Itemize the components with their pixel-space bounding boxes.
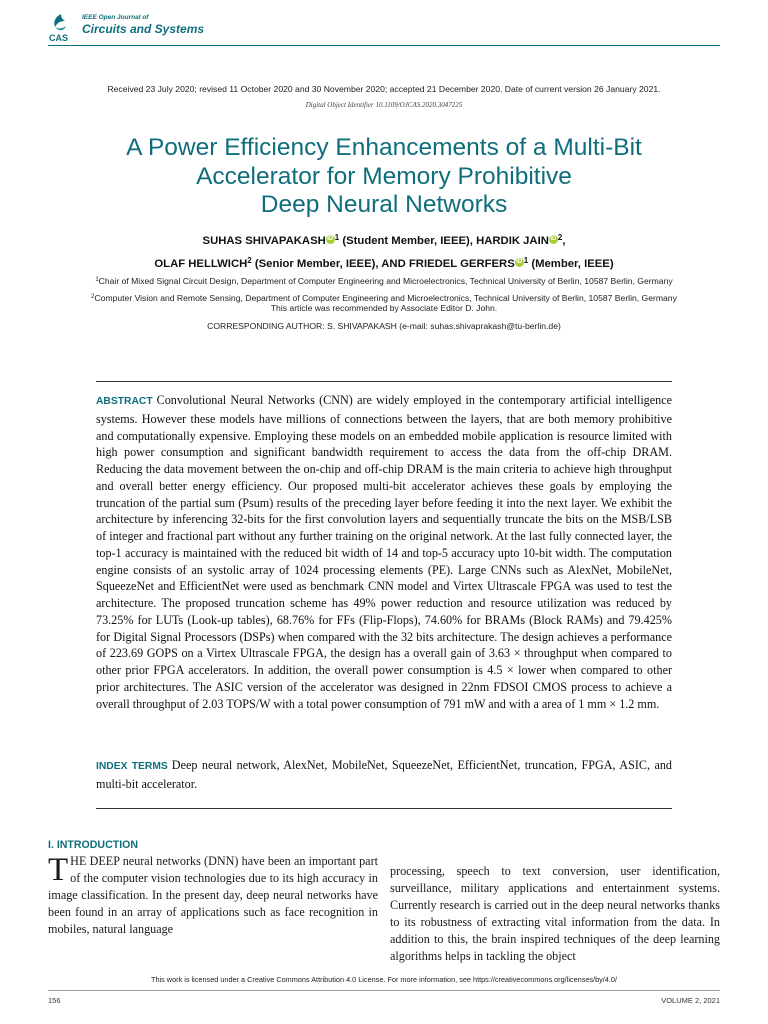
index-terms-label: INDEX TERMS bbox=[96, 761, 168, 772]
orcid-icon[interactable]: iD bbox=[516, 259, 523, 265]
affiliation-mark: 2 bbox=[91, 294, 95, 300]
orcid-icon[interactable]: iD bbox=[550, 236, 557, 242]
logo-text: CAS bbox=[49, 33, 69, 43]
title-line: Accelerator for Memory Prohibitive bbox=[196, 162, 572, 190]
intro-text-right: processing, speech to text conversion, user identification, surveillance, military applications and entertainment systems. Currently research is carried out in the deep neural networks thanks to its robustness of extracting vital information from the data. In addition to this, the brain inspired techniques of the deep learning algorithms helps in tackling the object bbox=[390, 864, 720, 963]
abstract-text: Convolutional Neural Networks (CNN) are widely employed in the contemporary artificial intelligence systems. However these models have millions of connections between the layers, that are both memory prohibitive and computationally expensive. Employing these models on an embedded mobile application is resource limited with high power consumption and significant bandwidth requirement to access the data from the off-chip DRAM. Reducing the data movement between the on-chip and off-chip DRAM is the main criteria to achieve high throughput and overall better energy efficiency. Our proposed multi-bit accelerator achieves these goals by employing the truncation of the partial sum (Psum) results of the preceding layer before feeding it into the next layer. We exhibit the architecture by inferencing 32-bits for the first convolution layers and sequentially truncate the bits on the MSB/LSB of integer and fractional part without any further training on the original network. At the last fully connected layer, the top-1 accuracy is maintained with the reduced bit width of 14 and top-5 accuracy upto 10-bit width. The computation engine consists of an systolic array of 1024 processing elements (PE). Large CNNs such as AlexNet, MobileNet, SqueezeNet and EfficientNet were used as benchmark CNN model and Virtex Ultrascale FPGA was used to test the architecture. The proposed truncation scheme has 49% power reduction and resource utilization was reduced by 73.25% for LUTs (Look-up tables), 68.76% for FFs (Flip-Flops), 74.60% for BRAMs (Block RAMs) and 79.425% for Digital Signal Processors (DSPs) when compared with the 32 bits architecture. The design achieves a performance of 223.69 GOPS on a Virtex Ultrascale FPGA, the design has a overall gain of 3.63 × throughput when compared to other prior FPGA accelerators. In addition, the overall power consumption is 4.5 × lower when compared to other prior architectures. The ASIC version of the accelerator was designed in 22nm FDSOI CMOS process to achieve a overall throughput of 2.03 TOPS/W with a total power consumption of 791 mW and with a area of 1 mm × 1.2 mm. bbox=[96, 393, 672, 711]
author-role: (Senior Member, IEEE), bbox=[254, 258, 379, 270]
corresponding-author[interactable]: CORRESPONDING AUTHOR: S. SHIVAPAKASH (e-mail: suhas.shivaprakash@tu-berlin.de) bbox=[207, 321, 561, 331]
affiliation-mark: 1 bbox=[95, 277, 99, 283]
received-dates: Received 23 July 2020; revised 11 October 2020 and 30 November 2020; accepted 21 December 2020. Date of current version 26 January 2021. bbox=[107, 84, 661, 94]
abstract-divider-top bbox=[96, 381, 672, 382]
author-separator: , bbox=[562, 235, 566, 247]
affiliation-text: Computer Vision and Remote Sensing, Department of Computer Engineering and Microelectronics, Technical University of Berlin, 10587 Berlin, Germany bbox=[94, 293, 677, 303]
author-role: (Student Member, IEEE), bbox=[342, 235, 473, 247]
journal-name: Circuits and Systems bbox=[82, 22, 205, 36]
author-affiliation-mark: 1 bbox=[523, 256, 529, 265]
section-heading: I. INTRODUCTION bbox=[48, 839, 139, 851]
title-line: Deep Neural Networks bbox=[260, 191, 508, 218]
author-name: SUHAS SHIVAPAKASH bbox=[202, 235, 326, 247]
abstract bbox=[96, 392, 672, 712]
author-line-1 bbox=[60, 228, 708, 251]
author-affiliation-mark: 2 bbox=[247, 256, 252, 265]
cas-logo bbox=[48, 13, 74, 43]
paper-title bbox=[40, 134, 728, 220]
volume-label: VOLUME 2, 2021 bbox=[661, 996, 720, 1005]
title-line: A Power Efficiency Enhancements of a Multi-Bit bbox=[126, 134, 642, 161]
author-name: HARDIK JAIN bbox=[476, 235, 549, 247]
index-terms bbox=[96, 757, 672, 793]
author-affiliation-mark: 1 bbox=[334, 233, 340, 242]
abstract-divider-bottom bbox=[96, 808, 672, 809]
author-line-2 bbox=[60, 251, 708, 274]
header-divider bbox=[48, 45, 720, 46]
author-list bbox=[60, 228, 708, 274]
intro-text-left: HE DEEP neural networks (DNN) have been an important part of the computer vision technologies due to its high accuracy in image classification. In the present day, deep neural networks have been found in an array of applications such as face recognition in mobiles, natural language bbox=[48, 854, 378, 936]
affiliation-text: Chair of Mixed Signal Circuit Design, Department of Computer Engineering and Microelectronics, Technical University of Berlin, 10587 Berlin, Germany bbox=[98, 276, 673, 286]
author-name: AND FRIEDEL GERFERS bbox=[381, 258, 515, 270]
author-affiliation-mark: 2 bbox=[557, 233, 563, 242]
affiliation-2 bbox=[40, 293, 728, 303]
license-notice[interactable]: This work is licensed under a Creative Commons Attribution 4.0 License. For more information, see https://creativecommons.org/licenses/by/4.0/ bbox=[151, 975, 617, 984]
abstract-label: ABSTRACT bbox=[96, 396, 153, 407]
author-name: OLAF HELLWICH bbox=[154, 258, 248, 270]
journal-title bbox=[82, 14, 204, 36]
doi: Digital Object Identifier 10.1109/OJCAS.2020.3047225 bbox=[305, 101, 463, 109]
journal-small: IEEE Open Journal of bbox=[82, 14, 149, 21]
dropcap: T bbox=[48, 852, 69, 888]
intro-column-right bbox=[390, 863, 720, 965]
author-role: (Member, IEEE) bbox=[531, 258, 614, 270]
page-number: 156 bbox=[48, 996, 61, 1005]
editor-recommendation: This article was recommended by Associate Editor D. John. bbox=[270, 303, 498, 313]
index-terms-text: Deep neural network, AlexNet, MobileNet, SqueezeNet, EfficientNet, truncation, FPGA, ASIC, and multi-bit accelerator. bbox=[96, 758, 672, 791]
footer-divider bbox=[48, 990, 720, 991]
intro-column-left bbox=[48, 838, 378, 938]
orcid-icon[interactable]: iD bbox=[327, 236, 334, 242]
affiliation-1 bbox=[40, 276, 728, 286]
